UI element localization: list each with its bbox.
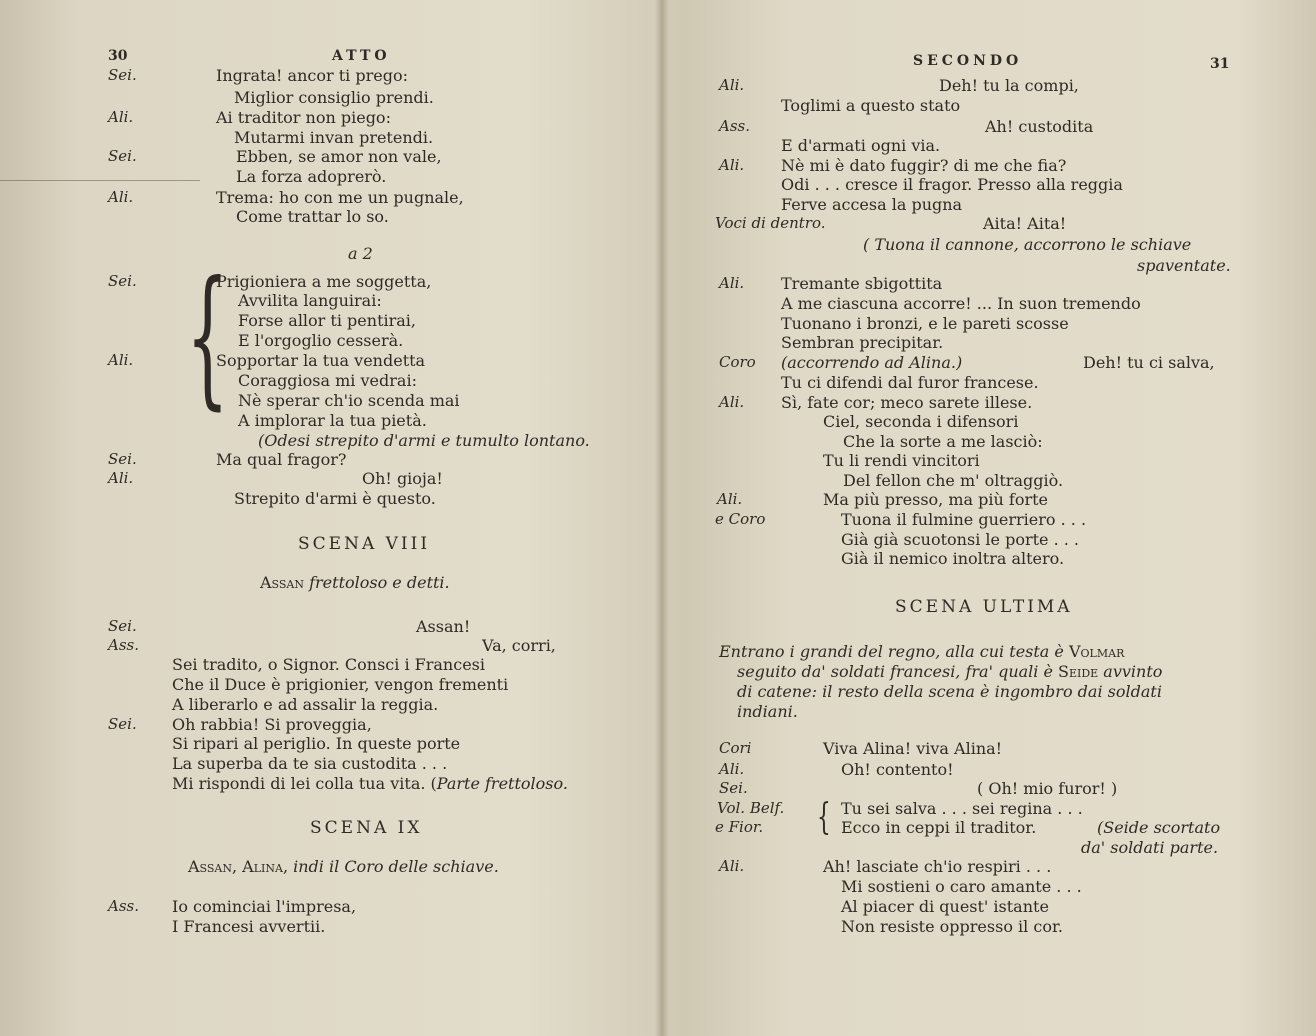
verse-line: Si ripari al periglio. In queste porte [172, 734, 461, 753]
stage-direction: spaventate. [1137, 256, 1231, 275]
speaker: Sei. [108, 66, 137, 84]
verse-line: E d'armati ogni via. [781, 136, 941, 155]
verse-line: Ah! lasciate ch'io respiri . . . [823, 857, 1052, 876]
stage-direction: (Odesi strepito d'armi e tumulto lontano. [258, 431, 590, 450]
verse-line: Nè mi è dato fuggir? di me che fia? [781, 156, 1067, 175]
verse-line: Io cominciai l'impresa, [172, 897, 357, 916]
verse-line: Sei tradito, o Signor. Consci i Francesi [172, 655, 485, 674]
character-names: Assan, Alina, [188, 857, 294, 876]
verse-line: Tu li rendi vincitori [823, 451, 980, 470]
verse-line: Ah! custodita [985, 117, 1094, 136]
verse-line: Non resiste oppresso il cor. [841, 917, 1063, 936]
verse-line: Toglimi a questo stato [781, 96, 961, 115]
speaker: Ali. [108, 469, 134, 487]
speaker: Ali. [719, 393, 745, 411]
stage-direction: Parte frettoloso. [436, 774, 568, 793]
speaker: Ali. [719, 76, 745, 94]
verse-line: Mi sostieni o caro amante . . . [841, 877, 1082, 896]
verse-line: A me ciascuna accorre! ... In suon tremendo [781, 294, 1141, 313]
speaker: Ali. [108, 108, 134, 126]
stage-direction: indiani. [737, 702, 798, 721]
verse-line: Tremante sbigottita [781, 274, 943, 293]
verse-line: Prigioniera a me soggetta, [216, 272, 432, 291]
stage-direction: (accorrendo ad Alina.) [781, 353, 963, 372]
verse-line: Va, corri, [482, 636, 556, 655]
cast-direction: indi il Coro delle schiave. [293, 857, 499, 876]
verse-line: Come trattar lo so. [236, 207, 389, 226]
direction-text: avvinto [1098, 662, 1163, 681]
speaker: Ali. [719, 274, 745, 292]
stage-direction: da' soldati parte. [1081, 838, 1219, 857]
brace: { [186, 250, 229, 424]
speaker: Ali. [719, 760, 745, 778]
character-name: Seide [1058, 662, 1099, 681]
speaker: Sei. [108, 450, 137, 468]
verse-line: Mutarmi invan pretendi. [234, 128, 434, 147]
verse-line: Tuonano i bronzi, e le pareti scosse [781, 314, 1069, 333]
verse-line: A implorar la tua pietà. [238, 411, 427, 430]
verse-line: Ecco in ceppi il traditor. [841, 818, 1037, 837]
scene-cast [188, 857, 499, 876]
verse-line: Deh! tu la compi, [939, 76, 1079, 95]
speaker: Cori [719, 739, 752, 757]
running-head: SECONDO [913, 53, 1023, 69]
scene-cast [260, 573, 450, 592]
speaker: Ass. [108, 897, 139, 915]
verse-line: Già già scuotonsi le porte . . . [841, 530, 1080, 549]
verse-line: Oh rabbia! Si proveggia, [172, 715, 372, 734]
verse-line: Al piacer di quest' istante [841, 897, 1049, 916]
speaker: Coro [719, 353, 756, 371]
verse-line: Ebben, se amor non vale, [236, 147, 442, 166]
verse-line: E l'orgoglio cesserà. [238, 331, 404, 350]
speaker: Sei. [108, 147, 137, 165]
speaker: Ali. [719, 156, 745, 174]
verse-line: Sì, fate cor; meco sarete illese. [781, 393, 1033, 412]
verse-line: Trema: ho con me un pugnale, [216, 188, 464, 207]
direction-text: seguito da' soldati francesi, fra' quali è [737, 662, 1059, 681]
verse-line: Ai traditor non piego: [216, 108, 391, 127]
scene-heading: SCENA VIII [298, 534, 431, 554]
speaker: Sei. [108, 715, 137, 733]
verse-line: ( Oh! mio furor! ) [977, 779, 1118, 798]
page-number: 30 [108, 48, 128, 64]
speaker: Vol. Belf. [717, 799, 785, 817]
speaker: Sei. [108, 272, 137, 290]
stage-direction: (Seide scortato [1097, 818, 1221, 837]
verse-line: Coraggiosa mi vedrai: [238, 371, 417, 390]
stage-direction: di catene: il resto della scena è ingombro dai soldati [737, 682, 1162, 701]
speaker: e Fior. [715, 818, 764, 836]
verse-line: Nè sperar ch'io scenda mai [238, 391, 460, 410]
verse-line: Già il nemico inoltra altero. [841, 549, 1065, 568]
verse-line: Avvilita languirai: [238, 291, 382, 310]
verse-text: Mi rispondi di lei colla tua vita. ( [172, 774, 437, 793]
speaker: Voci di dentro. [715, 214, 826, 232]
stage-direction: ( Tuona il cannone, accorrono le schiave [863, 235, 1192, 254]
speaker: e Coro [715, 510, 766, 528]
speaker: Ali. [719, 857, 745, 875]
verse-line: Oh! contento! [841, 760, 954, 779]
brace: { [817, 797, 831, 838]
page-number: 31 [1210, 56, 1230, 72]
stage-direction [719, 642, 1124, 661]
right-page [665, 0, 1316, 1036]
speaker: Sei. [108, 617, 137, 635]
verse-line: Tuona il fulmine guerriero . . . [841, 510, 1087, 529]
scene-heading: SCENA ULTIMA [895, 597, 1073, 617]
verse-line: Oh! gioja! [362, 469, 443, 488]
duet-marker: a 2 [348, 244, 373, 263]
verse-line [172, 774, 568, 793]
verse-line: Ma qual fragor? [216, 450, 347, 469]
verse-line: Tu ci difendi dal furor francese. [781, 373, 1039, 392]
verse-line: Che il Duce è prigionier, vengon frementi [172, 675, 509, 694]
scene-heading: SCENA IX [310, 818, 423, 838]
speaker: Ali. [108, 351, 134, 369]
verse-line: Viva Alina! viva Alina! [823, 739, 1003, 758]
verse-line: La forza adoprerò. [236, 167, 387, 186]
character-name: Volmar [1068, 642, 1125, 661]
verse-line: Odi . . . cresce il fragor. Presso alla reggia [781, 175, 1123, 194]
speaker: Sei. [719, 779, 748, 797]
verse-line: Che la sorte a me lasciò: [843, 432, 1043, 451]
verse-line: Ingrata! ancor ti prego: [216, 66, 408, 85]
running-head: ATTO [332, 48, 391, 64]
speaker: Ali. [717, 490, 743, 508]
stage-direction [737, 662, 1162, 681]
verse-line: Miglior consiglio prendi. [234, 88, 434, 107]
verse-line: I Francesi avvertii. [172, 917, 326, 936]
verse-line: Aita! Aita! [983, 214, 1067, 233]
direction-text: Entrano i grandi del regno, alla cui testa è [719, 642, 1069, 661]
verse-line: Ferve accesa la pugna [781, 195, 963, 214]
verse-line: Tu sei salva . . . sei regina . . . [841, 799, 1083, 818]
character-name: Assan [260, 573, 310, 592]
verse-line: Forse allor ti pentirai, [238, 311, 416, 330]
verse-line: Assan! [416, 617, 471, 636]
speaker: Ass. [719, 117, 750, 135]
verse-line: Ma più presso, ma più forte [823, 490, 1048, 509]
verse-line: Ciel, seconda i difensori [823, 412, 1019, 431]
speaker: Ali. [108, 188, 134, 206]
cast-direction: frettoloso e detti. [309, 573, 450, 592]
verse-line: Sembran precipitar. [781, 333, 944, 352]
verse-line: Strepito d'armi è questo. [234, 489, 436, 508]
verse-line: Sopportar la tua vendetta [216, 351, 426, 370]
verse-line: A liberarlo e ad assalir la reggia. [172, 695, 439, 714]
verse-line: La superba da te sia custodita . . . [172, 754, 448, 773]
verse-line: Del fellon che m' oltraggiò. [843, 471, 1064, 490]
speaker: Ass. [108, 636, 139, 654]
verse-line: Deh! tu ci salva, [1083, 353, 1215, 372]
